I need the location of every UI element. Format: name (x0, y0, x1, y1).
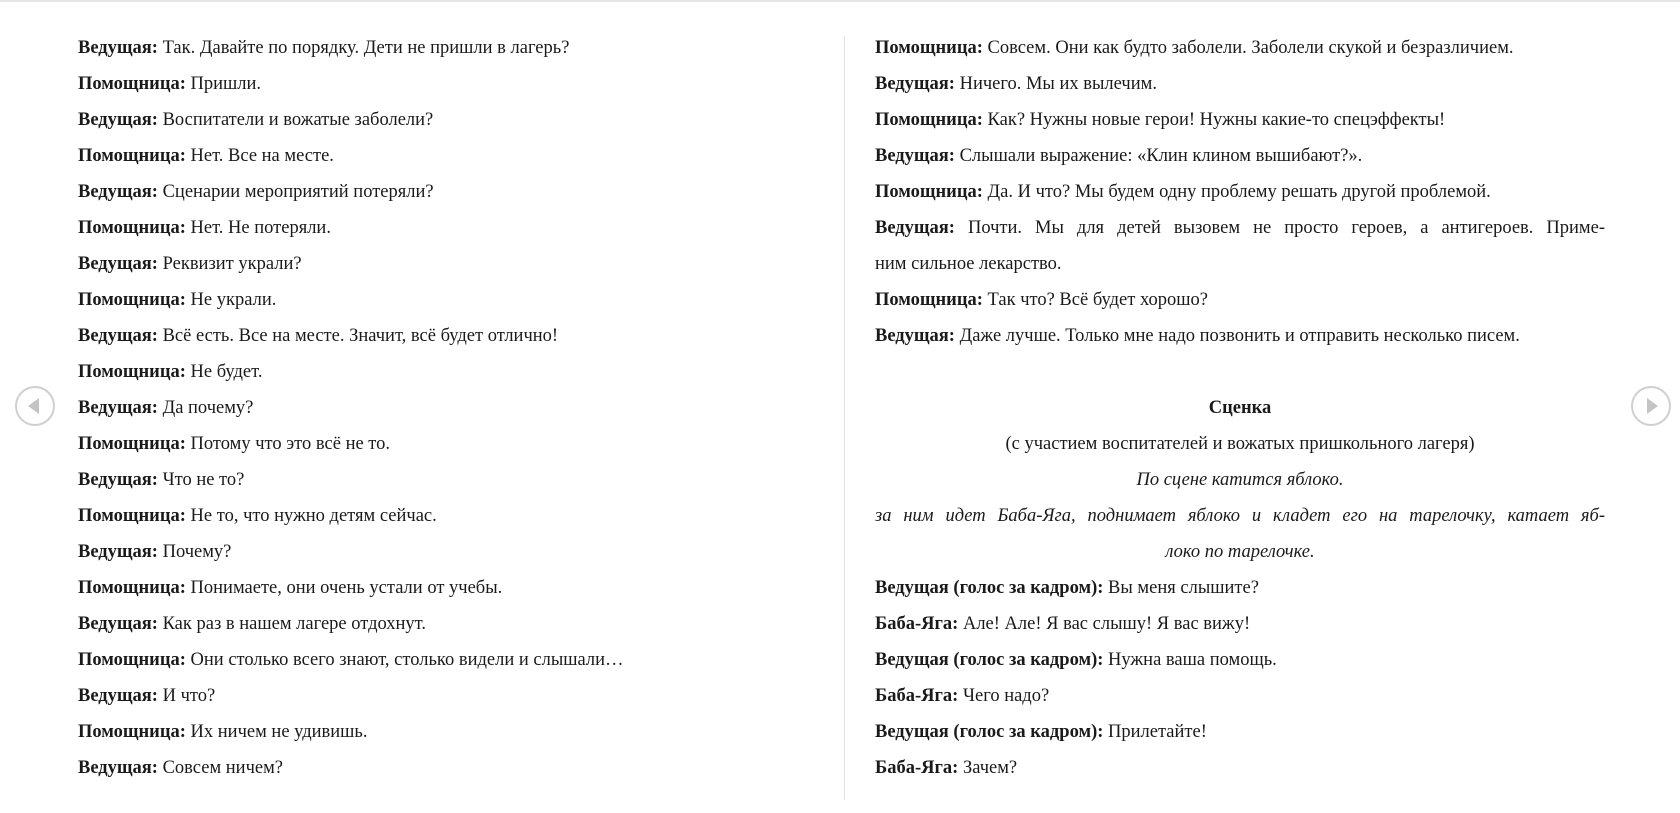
line-text: Потому что это всё не то. (185, 434, 391, 454)
speaker-name: Помощница: (78, 506, 186, 526)
speaker-name: Помощница: (78, 74, 186, 94)
line-text: Реквизит украли? (157, 254, 302, 274)
dialogue-line (875, 282, 1605, 318)
line-text: Как раз в нашем лагере отдохнут. (157, 614, 427, 634)
line-text: Нужна ваша помощь. (1103, 650, 1277, 670)
dialogue-line (78, 462, 820, 498)
triangle-left-icon (17, 388, 53, 424)
line-text: Совсем. Они как будто заболели. Заболели скукой и безразличием. (982, 38, 1514, 58)
speaker-name: Помощница: (78, 146, 186, 166)
speaker-name: Ведущая: (78, 398, 158, 418)
line-text: Воспитатели и вожатые заболели? (157, 110, 434, 130)
line-text: Как? Нужны новые герои! Нужны какие-то спецэффекты! (982, 110, 1446, 130)
dialogue-line (875, 750, 1605, 786)
dialogue-line (78, 642, 820, 678)
speaker-name: Ведущая: (78, 110, 158, 130)
line-text: Совсем ничем? (157, 758, 284, 778)
speaker-name: Помощница: (875, 182, 983, 202)
dialogue-line (875, 174, 1605, 210)
dialogue-line (78, 66, 820, 102)
dialogue-line (78, 426, 820, 462)
scene-subtitle: (с участием воспитателей и вожатых пришкольного лагеря) (1005, 434, 1475, 454)
dialogue-line (78, 678, 820, 714)
line-text: Да почему? (157, 398, 254, 418)
prev-page-button[interactable] (15, 386, 55, 426)
scene-title: Сценка (1208, 398, 1272, 418)
speaker-name: Ведущая (голос за кадром): (875, 650, 1104, 670)
dialogue-line (78, 246, 820, 282)
dialogue-line (78, 102, 820, 138)
dialogue-line (78, 750, 820, 786)
page-divider (844, 36, 845, 800)
line-text: Нет. Не потеряли. (185, 218, 331, 238)
stage-direction: за ним идет Баба-Яга, поднимает яблоко и кладет его на тарелочку, катает яб- (875, 506, 1605, 526)
speaker-name: Помощница: (78, 434, 186, 454)
speaker-name: Ведущая: (78, 38, 158, 58)
line-text: Зачем? (958, 758, 1018, 778)
speaker-name: Баба-Яга: (875, 614, 959, 634)
dialogue-line (78, 498, 820, 534)
speaker-name: Ведущая: (78, 182, 158, 202)
dialogue-line (875, 30, 1605, 66)
line-text: Что не то? (157, 470, 245, 490)
speaker-name: Ведущая: (78, 326, 158, 346)
speaker-name: Ведущая: (78, 614, 158, 634)
speaker-name: Помощница: (875, 290, 983, 310)
dialogue-line (875, 642, 1605, 678)
dialogue-line (78, 390, 820, 426)
line-text: Ничего. Мы их вылечим. (954, 74, 1157, 94)
dialogue-line (875, 66, 1605, 102)
line-text: Не то, что нужно детям сейчас. (185, 506, 437, 526)
speaker-name: Помощница: (78, 290, 186, 310)
line-text: Слышали выражение: «Клин клином вышибают?». (954, 146, 1363, 166)
dialogue-line (78, 714, 820, 750)
dialogue-line-continuation: ним сильное лекарство. (875, 254, 1062, 274)
dialogue-line (78, 174, 820, 210)
dialogue-line (78, 606, 820, 642)
speaker-name: Помощница: (78, 578, 186, 598)
blank-line (875, 354, 1605, 390)
right-page (875, 30, 1605, 786)
line-text: Почти. Мы для детей вызовем не просто героев, а антигероев. Приме- (954, 218, 1605, 238)
stage-direction: По сцене катится яблоко. (1136, 470, 1344, 490)
speaker-name: Ведущая: (875, 218, 955, 238)
speaker-name: Ведущая (голос за кадром): (875, 722, 1104, 742)
dialogue-line (875, 678, 1605, 714)
line-text: Так. Давайте по порядку. Дети не пришли в лагерь? (157, 38, 570, 58)
speaker-name: Баба-Яга: (875, 758, 959, 778)
stage-direction-continuation: локо по тарелочке. (1165, 542, 1315, 562)
speaker-name: Помощница: (875, 110, 983, 130)
dialogue-line (78, 570, 820, 606)
line-text: Прилетайте! (1103, 722, 1207, 742)
speaker-name: Ведущая: (78, 758, 158, 778)
line-text: Даже лучше. Только мне надо позвонить и отправить несколько писем. (954, 326, 1520, 346)
triangle-right-icon (1633, 388, 1669, 424)
line-text: Чего надо? (958, 686, 1050, 706)
line-text: Почему? (157, 542, 232, 562)
line-text: Так что? Всё будет хорошо? (982, 290, 1208, 310)
speaker-name: Ведущая (голос за кадром): (875, 578, 1104, 598)
line-text: Не украли. (185, 290, 277, 310)
left-page (78, 30, 820, 786)
speaker-name: Ведущая: (78, 686, 158, 706)
speaker-name: Помощница: (78, 722, 186, 742)
dialogue-line (875, 138, 1605, 174)
dialogue-line (78, 30, 820, 66)
speaker-name: Ведущая: (78, 254, 158, 274)
line-text: Сценарии мероприятий потеряли? (157, 182, 434, 202)
dialogue-line (78, 282, 820, 318)
speaker-name: Ведущая: (875, 146, 955, 166)
line-text: Да. И что? Мы будем одну проблему решать другой проблемой. (982, 182, 1491, 202)
line-text: Пришли. (185, 74, 262, 94)
speaker-name: Ведущая: (78, 542, 158, 562)
dialogue-line (875, 570, 1605, 606)
dialogue-line (875, 714, 1605, 750)
dialogue-line (78, 534, 820, 570)
line-text: Всё есть. Все на месте. Значит, всё будет отлично! (157, 326, 559, 346)
line-text: Они столько всего знают, столько видели и слышали… (185, 650, 624, 670)
line-text: Их ничем не удивишь. (185, 722, 368, 742)
line-text: Але! Але! Я вас слышу! Я вас вижу! (958, 614, 1251, 634)
speaker-name: Помощница: (78, 218, 186, 238)
speaker-name: Ведущая: (875, 74, 955, 94)
line-text: И что? (157, 686, 216, 706)
dialogue-line (875, 606, 1605, 642)
line-text: Нет. Все на месте. (185, 146, 334, 166)
dialogue-line (875, 318, 1605, 354)
speaker-name: Помощница: (875, 38, 983, 58)
dialogue-line (78, 210, 820, 246)
speaker-name: Баба-Яга: (875, 686, 959, 706)
speaker-name: Ведущая: (78, 470, 158, 490)
dialogue-line (78, 354, 820, 390)
dialogue-line (875, 210, 1605, 246)
dialogue-line (78, 318, 820, 354)
dialogue-line (78, 138, 820, 174)
line-text: Вы меня слышите? (1103, 578, 1259, 598)
speaker-name: Ведущая: (875, 326, 955, 346)
next-page-button[interactable] (1631, 386, 1671, 426)
line-text: Понимаете, они очень устали от учебы. (185, 578, 503, 598)
speaker-name: Помощница: (78, 650, 186, 670)
line-text: Не будет. (185, 362, 263, 382)
dialogue-line (875, 102, 1605, 138)
speaker-name: Помощница: (78, 362, 186, 382)
